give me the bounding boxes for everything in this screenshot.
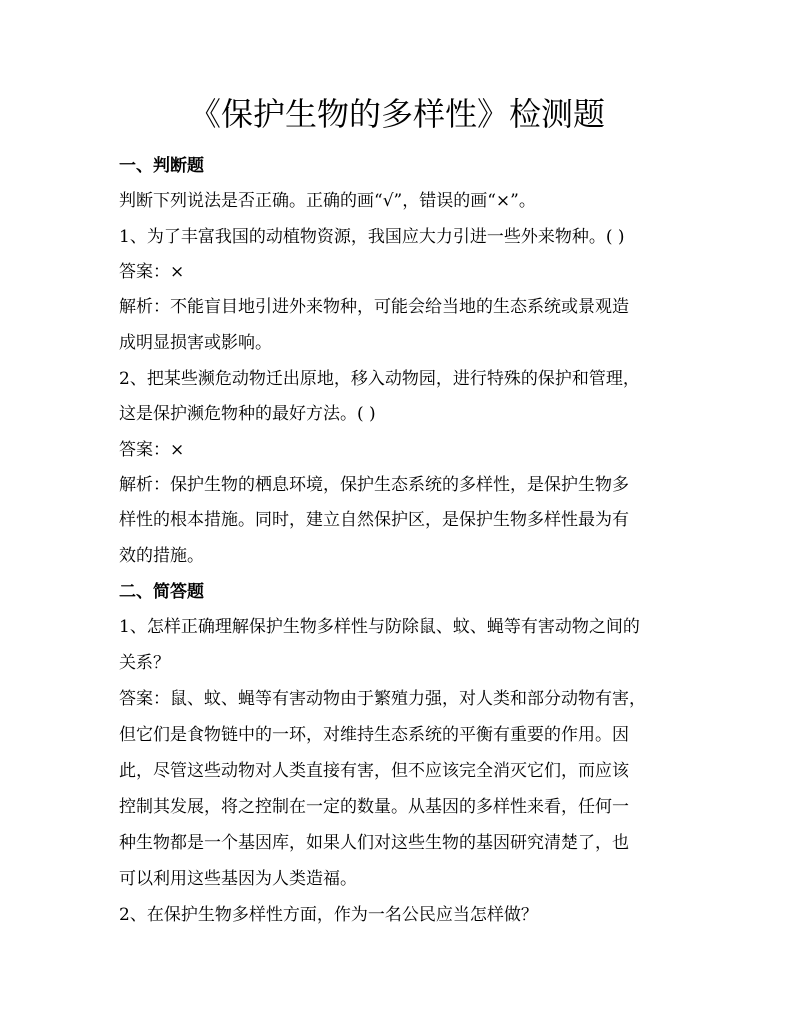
analysis-2-line-1: 解析：保护生物的栖息环境，保护生态系统的多样性，是保护生物多 (119, 475, 629, 495)
analysis-2-line-3: 效的措施。 (119, 546, 204, 566)
page-title: 《保护生物的多样性》检测题 (188, 95, 605, 133)
instruction-text: 判断下列说法是否正确。正确的画“√”，错误的画“×”。 (119, 191, 536, 211)
answer-2: 答案：× (119, 440, 185, 460)
analysis-1-line-2: 成明显损害或影响。 (119, 333, 272, 353)
sa-answer-1-line-5: 种生物都是一个基因库，如果人们对这些生物的基因研究清楚了，也 (119, 833, 629, 853)
sa-question-2: 2、在保护生物多样性方面，作为一名公民应当怎样做？ (119, 905, 538, 925)
sa-answer-1-line-1: 答案：鼠、蚊、蝇等有害动物由于繁殖力强，对人类和部分动物有害， (119, 689, 646, 709)
sa-question-1-line-2: 关系？ (119, 653, 170, 673)
question-2-line-2: 这是保护濒危物种的最好方法。( ) (119, 404, 376, 424)
section-heading-judgement: 一、判断题 (119, 156, 204, 176)
question-2-line-1: 2、把某些濒危动物迁出原地，移入动物园，进行特殊的保护和管理， (119, 369, 640, 389)
question-1: 1、为了丰富我国的动植物资源，我国应大力引进一些外来物种。( ) (119, 227, 625, 247)
section-heading-short-answer: 二、简答题 (119, 582, 204, 602)
sa-answer-1-line-2: 但它们是食物链中的一环，对维持生态系统的平衡有重要的作用。因 (119, 725, 629, 745)
answer-1: 答案：× (119, 262, 185, 282)
analysis-1-line-1: 解析：不能盲目地引进外来物种，可能会给当地的生态系统或景观造 (119, 297, 629, 317)
analysis-2-line-2: 样性的根本措施。同时，建立自然保护区，是保护生物多样性最为有 (119, 510, 629, 530)
sa-question-1-line-1: 1、怎样正确理解保护生物多样性与防除鼠、蚊、蝇等有害动物之间的 (119, 617, 640, 637)
sa-answer-1-line-4: 控制其发展，将之控制在一定的数量。从基因的多样性来看，任何一 (119, 797, 629, 817)
sa-answer-1-line-6: 可以利用这些基因为人类造福。 (119, 869, 357, 889)
sa-answer-1-line-3: 此，尽管这些动物对人类直接有害，但不应该完全消灭它们，而应该 (119, 761, 629, 781)
